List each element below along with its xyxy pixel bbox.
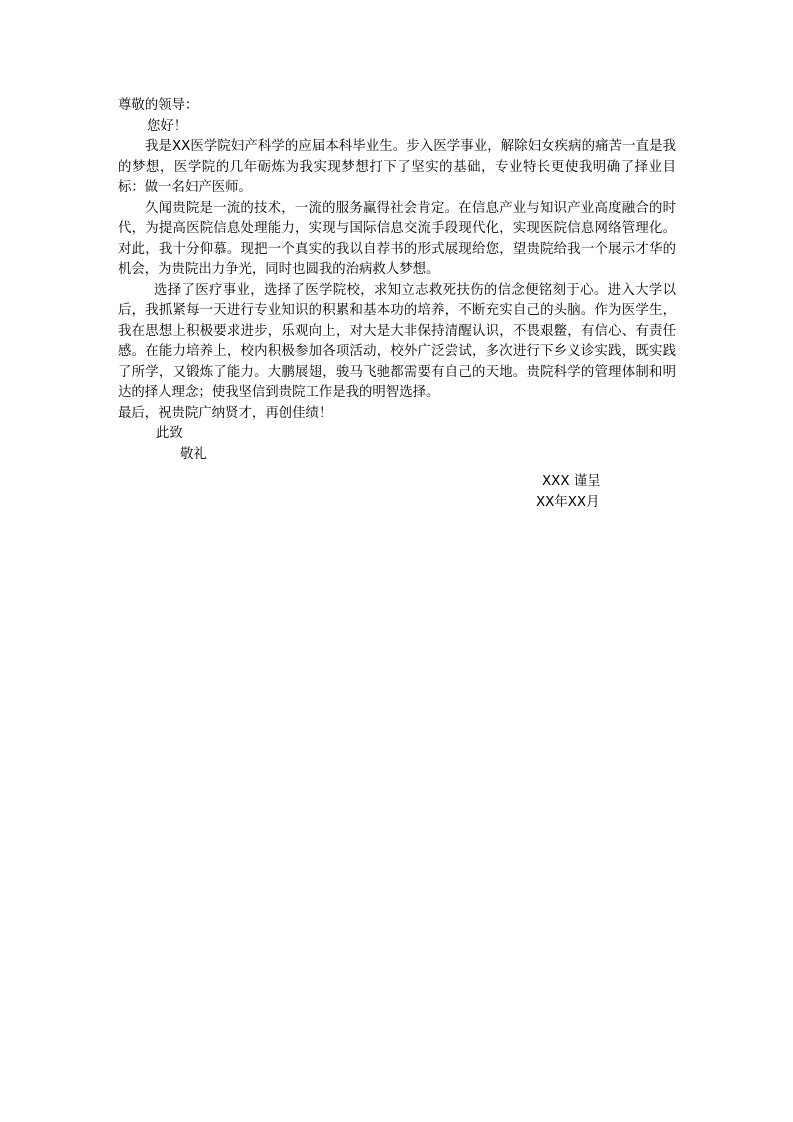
paragraph-experience: 选择了医疗事业，选择了医学院校，求知立志救死扶伤的信念便铭刻于心。进入大学以后，我抓紧每一天进行专业知识的积累和基本功的培养，不断充实自己的头脑。作为医学生，我在思想上积极要求进步，乐观向上，对大是大非保持清醒认识，不畏艰鳖，有信心、有责任感。在能力培养上，校内积极参加各项活动，校外广泛尝试，多次进行下乡义诊实践，既实践了所学，又锻炼了能力。大鹏展翅，骏马飞驰都需要有自己的天地。贵院科学的管理体制和明达的择人理念；使我坚信到贵院工作是我的明智选择。: [118, 282, 676, 400]
signature: XXX 谨呈: [542, 474, 601, 489]
paragraph-introduction: 我是XX医学院妇产科学的应届本科毕业生。步入医学事业，解除妇女疾病的痛苦一直是我的梦想，医学院的几年砺炼为我实现梦想打下了坚实的基础，专业特长更使我明确了择业目标：做一名妇产医师。: [118, 139, 676, 195]
cover-letter-body: [118, 96, 676, 465]
greeting: 您好！: [147, 118, 188, 134]
closing-wish: 最后，祝贵院广纳贤才，再创佳绩！: [118, 405, 333, 421]
signature-date: XX年XX月: [536, 495, 600, 510]
paragraph-hospital-praise: 久闻贵院是一流的技术，一流的服务赢得社会肯定。在信息产业与知识产业高度融合的时代，为提高医院信息处理能力，实现与国际信息交流手段现代化，实现医院信息网络管理化。对此，我十分仰慕。现把一个真实的我以自荐书的形式展现给您，望贵院给我一个展示才华的机会，为贵院出力争光，同时也圆我的治病救人梦想。: [118, 200, 676, 277]
closing-cizhi: 此致: [156, 426, 183, 441]
closing-jingli: 敬礼: [180, 446, 207, 462]
salutation: 尊敬的领导：: [118, 98, 199, 113]
